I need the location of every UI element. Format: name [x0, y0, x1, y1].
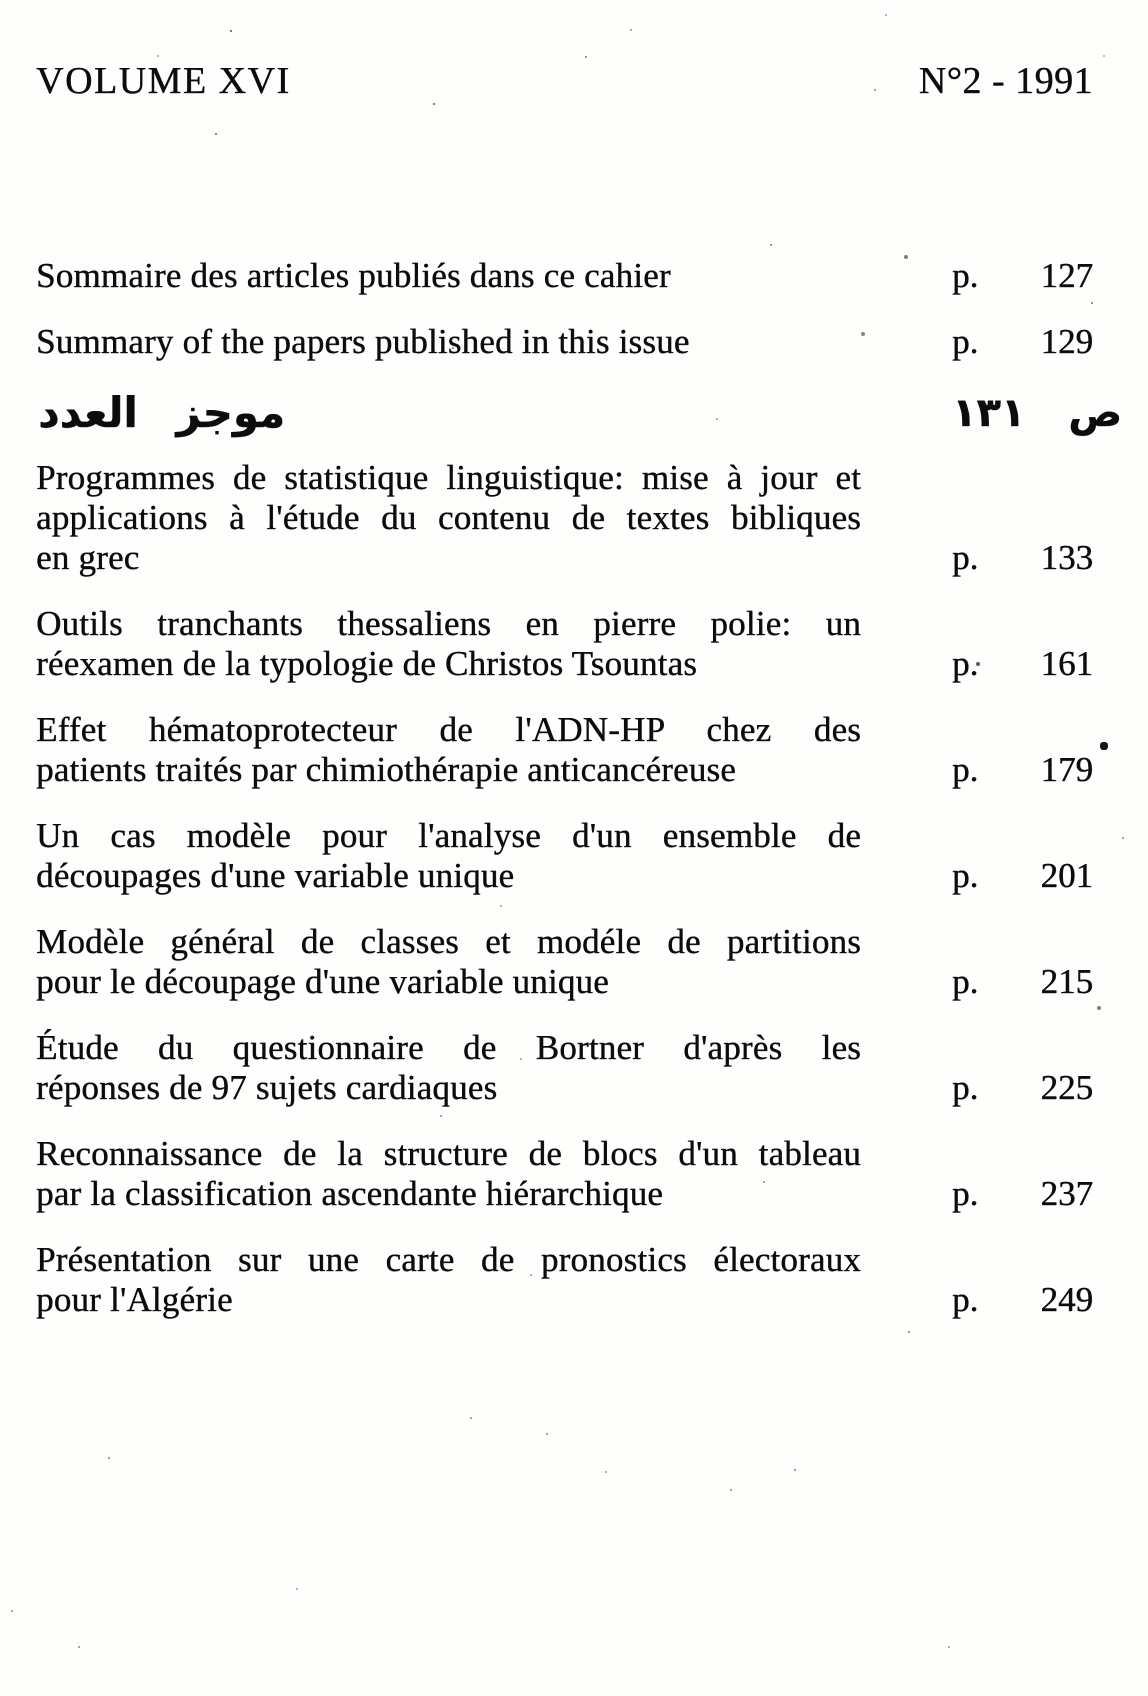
page-abbrev: p. [952, 322, 979, 361]
toc-entry-page-column [952, 256, 1093, 296]
toc-entry-title-line: Étude du questionnaire de Bortner d'après les [36, 1028, 861, 1067]
toc-entry-title [36, 922, 861, 1002]
toc-entry-title [36, 1028, 861, 1108]
toc-entry-title-line: Programmes de statistique linguistique: mise à jour et [36, 458, 861, 497]
toc-entry-title-line: Modèle général de classes et modéle de partitions [36, 922, 861, 961]
toc-entry-title [38, 388, 285, 438]
toc-entry-page-column [952, 644, 1093, 684]
page-number: 161 [1040, 644, 1093, 683]
toc-entry [36, 710, 1148, 790]
volume-label: VOLUME XVI [36, 60, 291, 102]
toc-entry-title [36, 710, 861, 790]
toc-entry-title [36, 256, 861, 296]
toc-entry [36, 256, 1148, 296]
page-number: 237 [1040, 1174, 1093, 1213]
toc-entry-title-line: Summary of the papers published in this issue [36, 322, 690, 361]
toc-entry-title [36, 1134, 861, 1214]
toc-entry-page-column [952, 1174, 1093, 1214]
toc-entry-page-column [952, 1068, 1093, 1108]
toc-entry-title-line: en grec [36, 538, 140, 577]
toc-entry-title [36, 322, 861, 362]
toc-entry [36, 1134, 1148, 1214]
toc-entry-page-column [952, 388, 1122, 438]
toc-entry [36, 922, 1148, 1002]
page-abbrev: p. [952, 856, 979, 895]
page-number: 179 [1040, 750, 1093, 789]
page-number: 225 [1040, 1068, 1093, 1107]
toc-entry-page-column [952, 962, 1093, 1002]
scan-noise-specks [0, 0, 2, 2]
toc-entry-title-line: Présentation sur une carte de pronostics électoraux [36, 1240, 861, 1279]
page-abbrev: p. [952, 750, 979, 789]
toc-entry-title-line: pour l'Algérie [36, 1280, 233, 1319]
page-abbrev: p. [952, 1068, 979, 1107]
toc-entry-title [36, 816, 861, 896]
page-number: 127 [1040, 256, 1093, 295]
toc-entry-title [36, 1240, 861, 1320]
toc-entry-title [36, 604, 861, 684]
page-abbrev: ص [1068, 390, 1122, 436]
toc-entry-title-line: découpages d'une variable unique [36, 856, 515, 895]
page-number: 201 [1040, 856, 1093, 895]
toc-entry-title-line: par la classification ascendante hiérarchique [36, 1174, 664, 1213]
toc-entry-title-line: موجز العدد [38, 388, 286, 437]
page-number: 129 [1040, 322, 1093, 361]
toc-entry [36, 816, 1148, 896]
toc-entry-page-column [952, 538, 1093, 578]
toc-entry-title-line: Reconnaissance de la structure de blocs d'un tableau [36, 1134, 861, 1173]
page-number: 215 [1040, 962, 1093, 1001]
toc-entry [36, 1240, 1148, 1320]
toc-entry-title [36, 458, 861, 578]
page-header [36, 58, 1093, 104]
page-abbrev: p. [952, 538, 979, 577]
issue-label: N°2 - 1991 [918, 60, 1093, 102]
page-abbrev: p. [952, 256, 979, 295]
page-abbrev: p. [952, 962, 979, 1001]
toc-entry-title-line: Effet hématoprotecteur de l'ADN-HP chez des [36, 710, 861, 749]
toc-entry-arabic-summary [36, 388, 1148, 438]
toc-entry-page-column [952, 856, 1093, 896]
toc-entry-title-line: réponses de 97 sujets cardiaques [36, 1068, 498, 1107]
page-abbrev: p. [952, 1174, 979, 1213]
page-abbrev: p. [952, 644, 979, 683]
toc-entry-page-column [952, 1280, 1093, 1320]
page-number: ١٣١ [952, 390, 1026, 436]
toc-entry-title-line: patients traités par chimiothérapie anticancéreuse [36, 750, 736, 789]
toc-entry-page-column [952, 322, 1093, 362]
toc-entry [36, 322, 1148, 362]
toc-entry-title-line: Outils tranchants thessaliens en pierre polie: un [36, 604, 861, 643]
toc-entry [36, 1028, 1148, 1108]
toc-list [36, 256, 1148, 1346]
toc-entry-title-line: Un cas modèle pour l'analyse d'un ensemble de [36, 816, 861, 855]
page-abbrev: p. [952, 1280, 979, 1319]
page-number: 133 [1040, 538, 1093, 577]
toc-entry-title-line: applications à l'étude du contenu de textes bibliques [36, 498, 861, 537]
page-number: 249 [1040, 1280, 1093, 1319]
toc-entry [36, 604, 1148, 684]
toc-entry-title-line: Sommaire des articles publiés dans ce cahier [36, 256, 671, 295]
toc-entry-page-column [952, 750, 1093, 790]
toc-entry-title-line: réexamen de la typologie de Christos Tsountas [36, 644, 698, 683]
toc-entry-title-line: pour le découpage d'une variable unique [36, 962, 609, 1001]
toc-entry [36, 458, 1148, 578]
